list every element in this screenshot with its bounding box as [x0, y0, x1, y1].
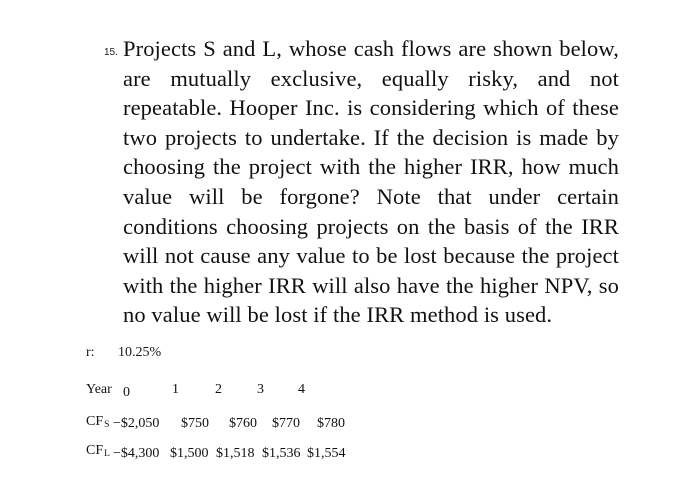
rate-value: 10.25%	[118, 345, 162, 360]
cf-l-value-0: −$4,300	[113, 446, 160, 461]
cf-l-value-3: $1,536	[262, 446, 301, 461]
cf-s-value-3: $770	[272, 416, 300, 431]
year-2: 2	[215, 382, 222, 397]
cf-s-value-2: $760	[229, 416, 257, 431]
question-number: 15.	[104, 47, 118, 58]
year-1: 1	[172, 382, 179, 397]
cf-s-value-0: −$2,050	[113, 416, 160, 431]
year-4: 4	[298, 382, 305, 397]
cf-l-value-2: $1,518	[216, 446, 255, 461]
cf-s-value-1: $750	[181, 416, 209, 431]
cf-s-label: CFS	[86, 414, 110, 430]
question-text: Projects S and L, whose cash flows are shown below, are mutually exclusive, equally risky, and not repeatable. Hooper Inc. is considering which of these two projects to undertake. If the decision is made by choosing the project with the higher IRR, how much value will be forgone? Note that under certain conditions choosing projects on the basis of the IRR will not cause any value to be lost because the project with the higher IRR will also have the higher NPV, so no value will be lost if the IRR method is used.	[123, 36, 619, 328]
cf-l-value-4: $1,554	[307, 446, 346, 461]
rate-label: r:	[86, 345, 95, 360]
year-3: 3	[257, 382, 264, 397]
cf-s-value-4: $780	[317, 416, 345, 431]
year-label: Year	[86, 382, 112, 397]
year-0: 0	[123, 385, 130, 400]
cf-l-value-1: $1,500	[170, 446, 209, 461]
cf-l-label: CFL	[86, 443, 110, 459]
